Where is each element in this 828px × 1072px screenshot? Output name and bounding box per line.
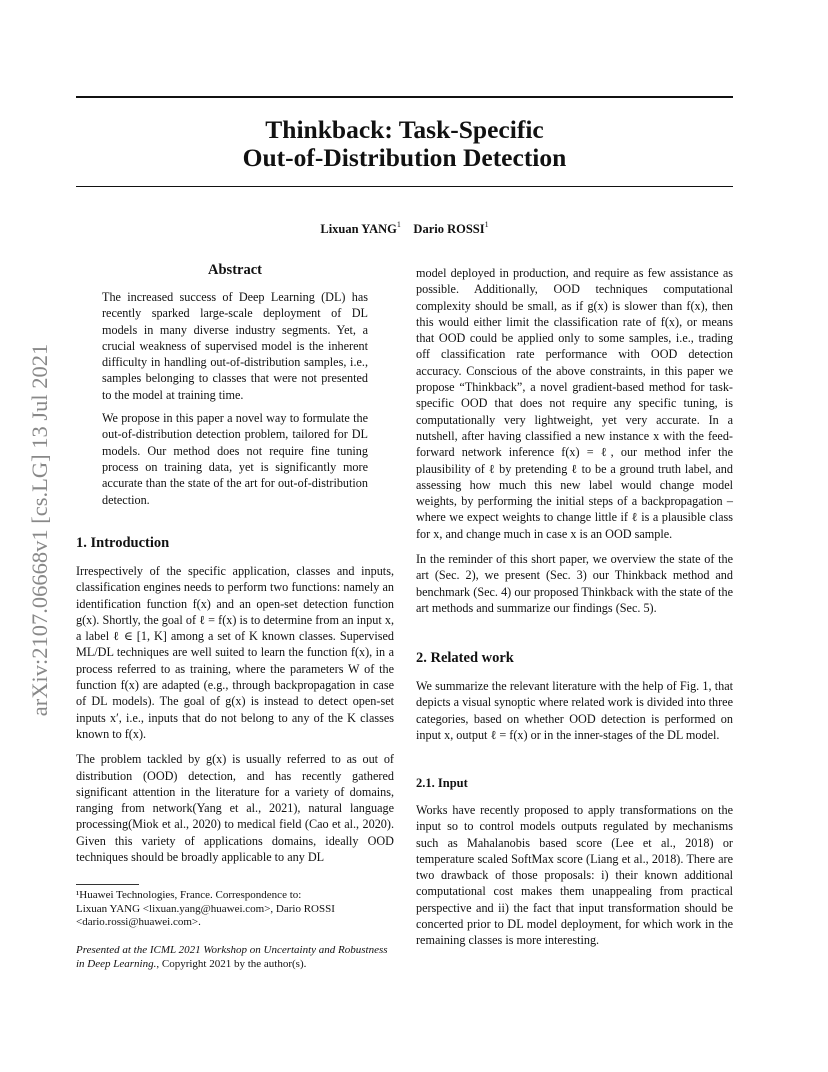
right-column: [416, 265, 733, 616]
input-paragraph-block: [416, 802, 733, 949]
body-paragraph: We summarize the relevant literature with the help of Fig. 1, that depicts a visual synoptic where related work is divided into three categories, based on whether OOD detection is performed on input x, output ℓ = f(x) or in the inner-stages of the DL model.: [416, 679, 733, 742]
section-heading-related-work: 2. Related work: [416, 650, 514, 666]
author-name: Dario ROSSI: [413, 222, 485, 236]
subsection-heading-input: 2.1. Input: [416, 776, 468, 790]
intro-column-left: [76, 563, 394, 865]
author-affil: 1: [484, 220, 489, 229]
abstract-paragraph: The increased success of Deep Learning (DL) has recently sparked large-scale deployment of DL models in many diverse industry segments. Yet, a crucial weakness of supervised model is the inherent difficulty in handling out-of-distribution samples, i.e., samples belonging to classes that were not presented to the model at training time.: [102, 290, 368, 402]
footnote: [76, 889, 394, 930]
footnote-line: ¹Huawei Technologies, France. Correspondence to:: [76, 889, 302, 901]
abstract-body: [102, 289, 368, 508]
title-line-1: Thinkback: Task-Specific: [265, 115, 544, 144]
body-paragraph: model deployed in production, and require as few assistance as possible. Additionally, OOD techniques computational complexity should be small, as if g(x) is slower than f(x), then this would either limit the classification rate of f(x), or means that OOD could be applied only to some samples, i.e., trading off classification rate performance with OOD detection accuracy. Conscious of the above constraints, in this paper we propose “Thinkback”, a novel gradient-based method for task-specific OOD that does not require any specific tuning, is computationally very lightweight, yet very accurate. In a nutshell, after having classified a new instance x with the feed-forward network inference f(x) = ℓ, our method infer the plausibility of ℓ by pretending ℓ to be a ground truth label, and assessing how much this new label would change model weights, by performing the initial steps of a backpropagation – where we expect weights to change little if ℓ is a plausible class for x, and change much in case x is an OOD sample.: [416, 266, 733, 541]
top-rule: [76, 96, 733, 98]
paper-title: [76, 116, 733, 172]
author-list: [76, 220, 733, 237]
author-affil: 1: [396, 220, 401, 229]
body-paragraph: In the reminder of this short paper, we overview the state of the art (Sec. 2), we present (Sec. 3) our Thinkback method and benchmark (Sec. 4) our proposed Thinkback with the state of the art methods and summarize our findings (Sec. 5).: [416, 552, 733, 615]
venue-copyright: , Copyright 2021 by the author(s).: [156, 957, 307, 970]
footnote-rule: [76, 884, 139, 885]
venue-text: Presented at the ICML 2021 Workshop on Uncertainty and Robustness in Deep Learning.: [76, 944, 388, 970]
body-paragraph: Irrespectively of the specific application, classes and inputs, classification engines needs to perform two functions: namely an identification function f(x) and an open-set detection function g(x). Shortly, the goal of ℓ = f(x) is to determine from an input x, a label ℓ ∈ [1, K] among a set of K known classes. Supervised ML/DL techniques are well suited to learn the function f(x), in a process referred to as training, where the parameters W of the function f(x) are adapted (e.g., through backpropagation in case of DL models). The goal of g(x) is instead to detect open-set inputs x′, i.e., inputs that do not belong to any of the K classes known to f(x).: [76, 564, 394, 741]
footnote-line: Lixuan YANG <lixuan.yang@huawei.com>, Dario ROSSI: [76, 902, 335, 915]
related-paragraph-block: [416, 678, 733, 743]
title-rule: [76, 186, 733, 187]
section-heading-introduction: 1. Introduction: [76, 535, 170, 551]
arxiv-stamp: arXiv:2107.06668v1 [cs.LG] 13 Jul 2021: [27, 343, 52, 717]
body-paragraph: The problem tackled by g(x) is usually referred to as out of distribution (OOD) detection, and has recently gathered significant attention in the literature for a variety of domains, ranging from network(Yang et al., 2021), natural language processing(Miok et al., 2020) to medical field (Cao et al., 2020). Given this variety of applications domains, ideally OOD techniques should be broadly applicable to any DL: [76, 752, 394, 865]
author-name: Lixuan YANG: [320, 222, 397, 236]
title-line-2: Out-of-Distribution Detection: [242, 143, 567, 172]
abstract-paragraph: We propose in this paper a novel way to formulate the out-of-distribution detection problem, tailored for DL models. Our method does not require fine tuning process on training data, yet is significantly more accurate than the state of the art for out-of-distribution detection.: [102, 411, 368, 507]
abstract-heading: Abstract: [208, 262, 262, 278]
venue-note: [76, 944, 394, 971]
footnote-line: <dario.rossi@huawei.com>.: [76, 916, 201, 929]
body-paragraph: Works have recently proposed to apply transformations on the input so to control models outputs regulated by mechanisms such as Mahalanobis based score (Lee et al., 2018) or temperature scaled SoftMax score (Liang et al., 2018). There are two drawback of those proposals: i) their known additional computational cost makes them unappealing from practical perspective and ii) the fact that input transformation should be concerted prior to DL model deployment, for which work in the remaining classes is more interesting.: [416, 803, 733, 948]
